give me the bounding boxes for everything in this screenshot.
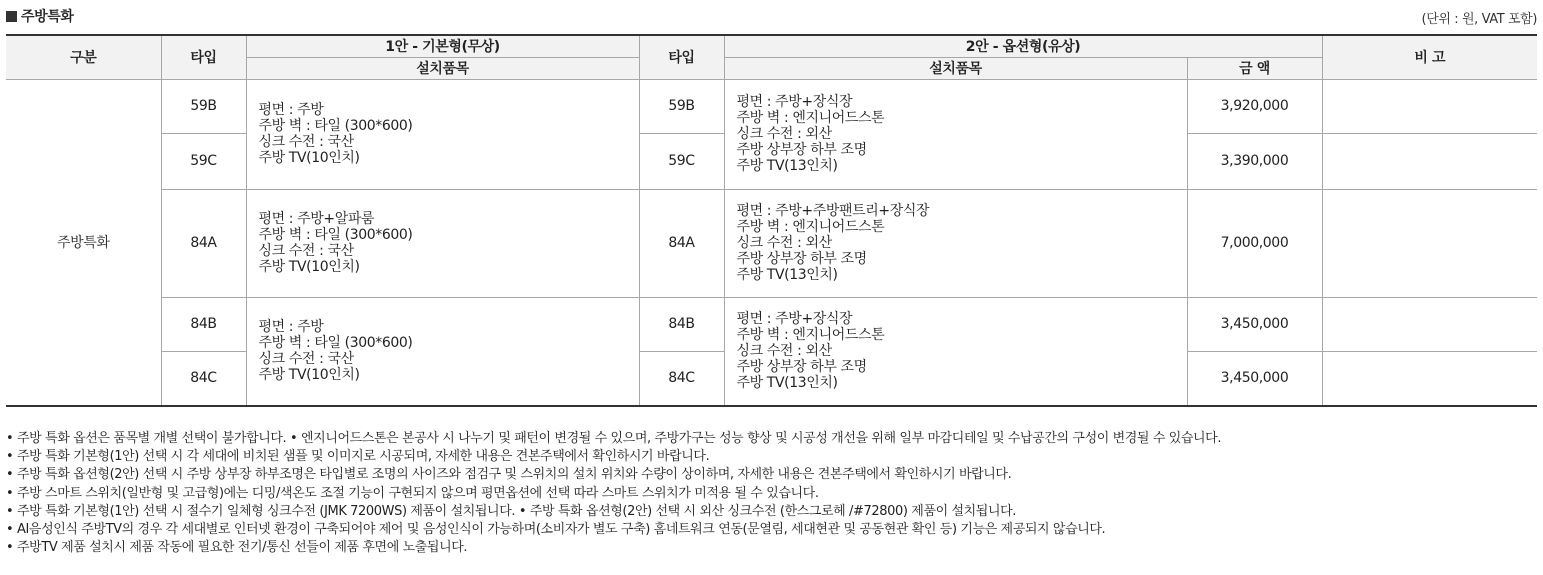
note-item: • 주방 특화 기본형(1안) 선택 시 절수기 일체형 싱크수전 (JMK 7200WS) 제품이 설치됩니다. • 주방 특화 옵션형(2안) 선택 시 외산 싱크수전 (한스그로헤 /#72800) 제품이 설치됩니다. <box>6 503 1017 519</box>
item-line: 주방 벽 : 엔지니어드스톤 <box>736 110 885 126</box>
item-line: 주방 TV(10인치) <box>258 150 360 166</box>
type-cell: 84B <box>639 297 724 351</box>
price-cell: 3,920,000 <box>1187 79 1322 133</box>
basic-items-cell <box>246 297 639 406</box>
item-line: 싱크 수전 : 외산 <box>736 343 832 360</box>
type-cell: 59C <box>161 133 246 189</box>
item-line: 평면 : 주방 <box>258 102 324 118</box>
square-bullet-icon <box>6 11 17 22</box>
item-line: 평면 : 주방+장식장 <box>736 94 853 110</box>
item-line: 주방 상부장 하부 조명 <box>736 359 867 376</box>
type-cell: 59B <box>639 79 724 133</box>
item-line: 주방 벽 : 타일 (300*600) <box>258 335 413 352</box>
item-line: 주방 TV(13인치) <box>736 375 838 392</box>
price-cell: 3,390,000 <box>1187 133 1322 189</box>
type-cell: 84C <box>161 351 246 406</box>
notes-list <box>6 430 1221 557</box>
header-plan2-price: 금 액 <box>1187 57 1322 79</box>
type-cell: 84B <box>161 297 246 351</box>
section-header <box>6 6 1537 26</box>
item-line: 평면 : 주방+알파룸 <box>258 211 375 227</box>
section-title <box>6 6 74 26</box>
price-cell: 3,450,000 <box>1187 351 1322 406</box>
remark-cell <box>1322 79 1537 133</box>
note-item: • 주방 스마트 스위치(일반형 및 고급형)에는 디밍/색온도 조절 기능이 구현되지 않으며 평면옵션에 선택 따라 스마트 스위치가 미적용 될 수 있습니다. <box>6 485 819 501</box>
item-line: 싱크 수전 : 국산 <box>258 134 354 150</box>
remark-cell <box>1322 133 1537 189</box>
header-plan2-title: 2안 - 옵션형(유상) <box>724 35 1322 57</box>
header-remark: 비 고 <box>1322 35 1537 79</box>
item-line: 주방 벽 : 엔지니어드스톤 <box>736 219 885 235</box>
item-line: 주방 TV(10인치) <box>258 259 360 275</box>
item-line: 싱크 수전 : 국산 <box>258 243 354 259</box>
note-item: • 주방TV 제품 설치시 제품 작동에 필요한 전기/통신 선들이 제품 후면에 노출됩니다. <box>6 540 468 556</box>
header-type-2: 타입 <box>639 35 724 79</box>
basic-items-cell <box>246 79 639 189</box>
item-line: 주방 TV(13인치) <box>736 158 838 174</box>
item-line: 주방 벽 : 타일 (300*600) <box>258 118 413 134</box>
note-item: • 주방 특화 옵션은 품목별 개별 선택이 불가합니다. • 엔지니어드스톤은 본공사 시 나누기 및 패턴이 변경될 수 있으며, 주방가구는 성능 향상 및 시공성 개선을 위해 일부 마감디테일 및 수납공간의 구성이 변경될 수 있습니다. <box>6 431 1222 446</box>
item-line: 주방 상부장 하부 조명 <box>736 142 867 158</box>
header-plan2-items: 설치품목 <box>724 57 1187 79</box>
note-item: • AI음성인식 주방TV의 경우 각 세대별로 인터넷 환경이 구축되어야 제어 및 음성인식이 가능하며(소비자가 별도 구축) 홈네트워크 연동(문열림, 세대현관 및 공동현관 확인 등) 기능은 제공되지 않습니다. <box>6 522 1106 538</box>
option-items-cell <box>724 79 1187 189</box>
item-line: 싱크 수전 : 외산 <box>736 126 832 142</box>
remark-cell <box>1322 351 1537 406</box>
type-cell: 84A <box>639 189 724 297</box>
type-cell: 59C <box>639 133 724 189</box>
section-title-text: 주방특화 <box>21 9 74 25</box>
option-items-cell <box>724 297 1187 406</box>
table-row <box>6 297 1537 351</box>
header-plan1-items: 설치품목 <box>246 57 639 79</box>
item-line: 평면 : 주방+장식장 <box>736 311 853 328</box>
basic-items-cell <box>246 189 639 297</box>
table-row <box>6 79 1537 133</box>
table-row <box>6 189 1537 297</box>
header-type-1: 타입 <box>161 35 246 79</box>
option-items-cell <box>724 189 1187 297</box>
type-cell: 84A <box>161 189 246 297</box>
price-cell: 7,000,000 <box>1187 189 1322 297</box>
kitchen-option-table <box>6 34 1537 407</box>
item-line: 주방 벽 : 타일 (300*600) <box>258 227 413 243</box>
item-line: 싱크 수전 : 국산 <box>258 351 354 368</box>
item-line: 평면 : 주방+주방팬트리+장식장 <box>736 203 930 219</box>
price-cell: 3,450,000 <box>1187 297 1322 351</box>
note-item: • 주방 특화 기본형(1안) 선택 시 각 세대에 비치된 샘플 및 이미지로 시공되며, 자세한 내용은 견본주택에서 확인하시기 바랍니다. <box>6 449 710 465</box>
note-item: • 주방 특화 옵션형(2안) 선택 시 주방 상부장 하부조명은 타입별로 조명의 사이즈와 점검구 및 스위치의 설치 위치와 수량이 상이하며, 자세한 내용은 견본주택에서 확인하시기 바랍니다. <box>6 467 1012 483</box>
item-line: 주방 상부장 하부 조명 <box>736 251 867 267</box>
unit-note: (단위 : 원, VAT 포함) <box>1421 12 1537 27</box>
remark-cell <box>1322 297 1537 351</box>
item-line: 주방 TV(13인치) <box>736 267 838 283</box>
item-line: 주방 벽 : 엔지니어드스톤 <box>736 327 885 344</box>
type-cell: 84C <box>639 351 724 406</box>
item-line: 평면 : 주방 <box>258 319 324 336</box>
item-line: 주방 TV(10인치) <box>258 367 360 384</box>
header-plan1-title: 1안 - 기본형(무상) <box>246 35 639 57</box>
header-category: 구분 <box>6 35 161 79</box>
item-line: 싱크 수전 : 외산 <box>736 235 832 251</box>
remark-cell <box>1322 189 1537 297</box>
category-cell: 주방특화 <box>6 79 161 406</box>
type-cell: 59B <box>161 79 246 133</box>
